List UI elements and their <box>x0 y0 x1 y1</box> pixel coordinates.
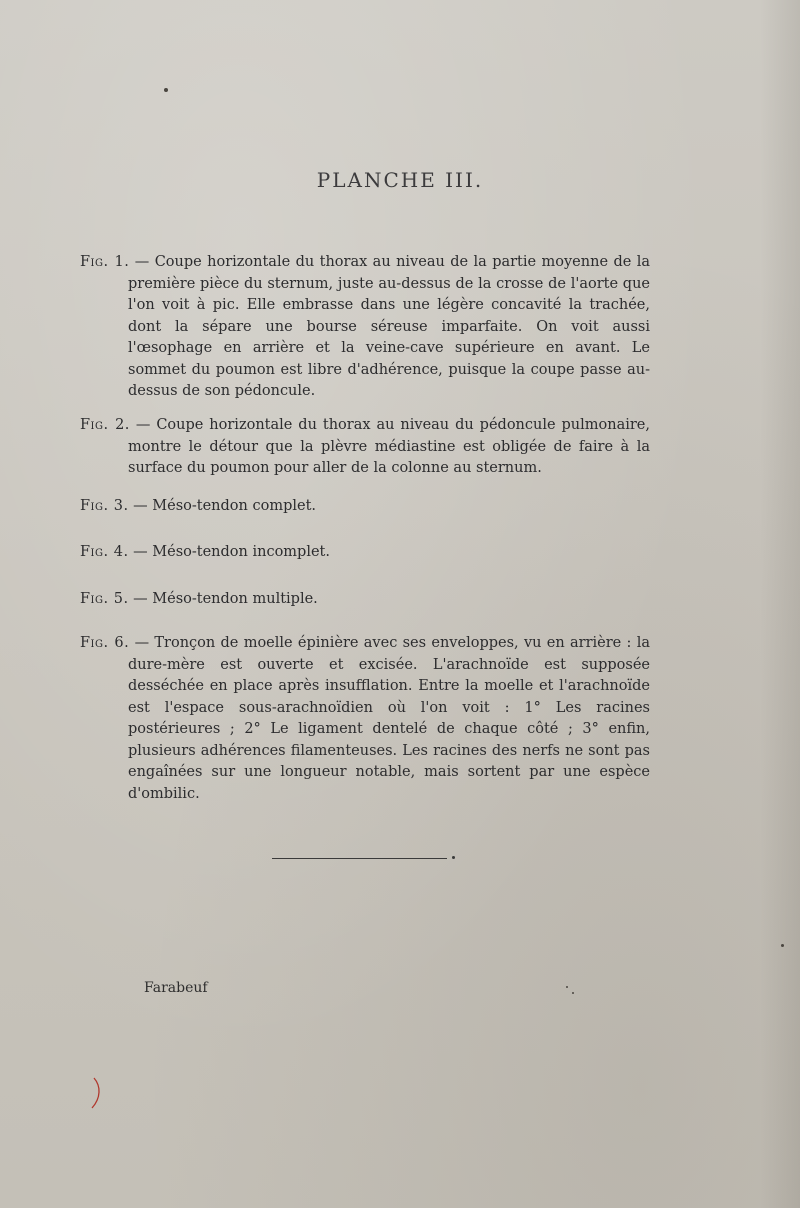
figure-text: — Méso-tendon complet. <box>133 498 317 514</box>
figure-text: — Méso-tendon incomplet. <box>133 544 330 560</box>
figure-caption-2 <box>80 415 650 480</box>
page-title: PLANCHE III. <box>316 168 484 192</box>
figure-label: Fig. 3. <box>80 498 129 514</box>
figure-label: Fig. 5. <box>80 591 129 607</box>
figure-caption-5 <box>80 589 650 611</box>
figure-caption-1 <box>80 252 650 403</box>
pencil-mark-icon <box>88 1076 108 1110</box>
figure-label: Fig. 1. <box>80 254 130 270</box>
figure-caption-6 <box>80 633 650 805</box>
figure-text: — Coupe horizontale du thorax au niveau du pédoncule pulmonaire, montre le détour que la plèvre médiastine est obligée de faire à la surface du poumon pour aller de la colonne au sternum. <box>128 417 651 476</box>
ink-speck <box>781 944 784 947</box>
figure-text: — Méso-tendon multiple. <box>133 591 318 607</box>
figure-label: Fig. 2. <box>80 417 130 433</box>
figure-label: Fig. 4. <box>80 544 129 560</box>
figure-label: Fig. 6. <box>80 635 130 651</box>
divider-dot <box>452 856 455 859</box>
section-divider <box>272 858 447 859</box>
ink-speck <box>566 986 568 988</box>
figure-text: — Coupe horizontale du thorax au niveau de la partie moyenne de la première pièce du sternum, juste au-dessus de la crosse de l'aorte que l'on voit à pic. Elle embrasse dans une légère concavité la trachée, dont la sépare une bourse séreuse imparfaite. On voit aussi l'œsophage en arrière et la veine-cave supérieure en avant. Le sommet du poumon est libre d'adhérence, puisque la coupe passe au-dessus de son pédoncule. <box>128 254 650 399</box>
footer-signature: Farabeuf <box>144 980 208 996</box>
figure-caption-4 <box>80 542 650 564</box>
figure-text: — Tronçon de moelle épinière avec ses enveloppes, vu en arrière : la dure-mère est ouverte et excisée. L'arachnoïde est supposée desséchée en place après insufflation. Entre la moelle et l'arachnoïde est l'espace sous-arachnoïdien où l'on voit : 1° Les racines postérieures ; 2° Le ligament dentelé de chaque côté ; 3° enfin, plusieurs adhérences filamenteuses. Les racines des nerfs ne sont pas engaînées sur une longueur notable, mais sortent par une espèce d'ombilic. <box>128 635 650 802</box>
figure-caption-3 <box>80 496 650 518</box>
ink-speck <box>164 88 168 92</box>
ink-speck <box>572 992 574 994</box>
